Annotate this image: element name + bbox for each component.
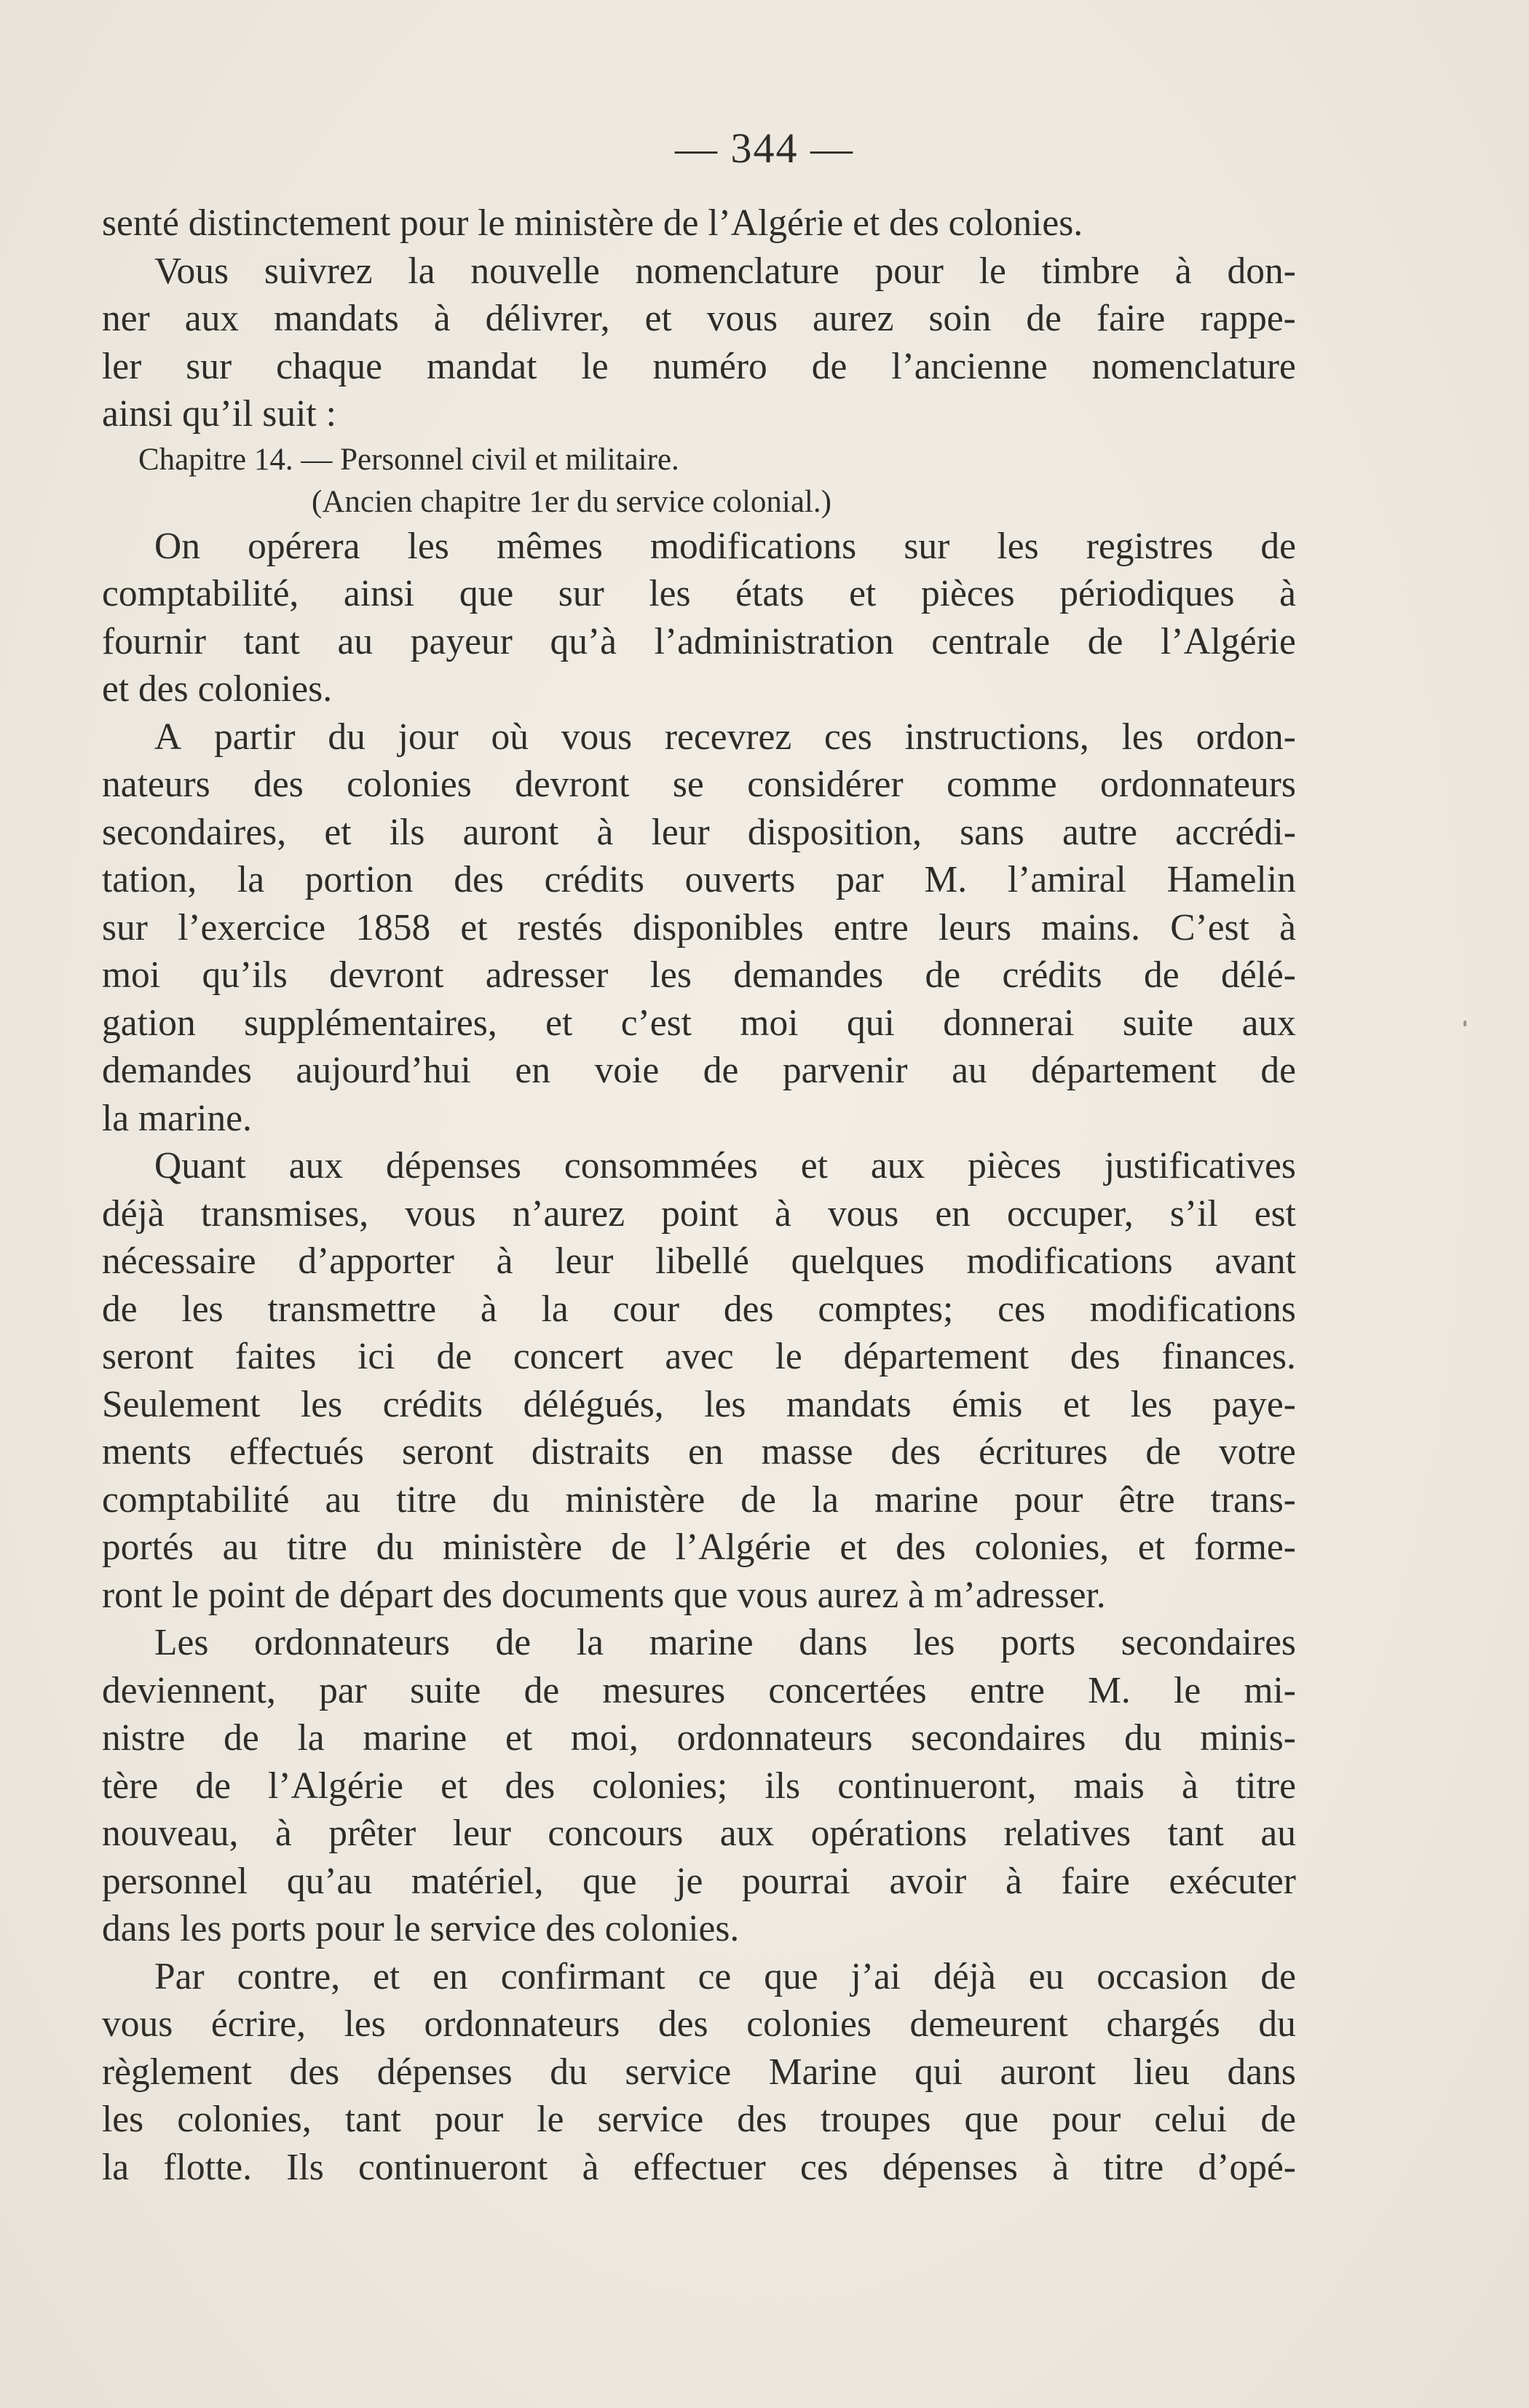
text-line: ner aux mandats à délivrer, et vous aurez soin de faire rappe- bbox=[102, 298, 1296, 339]
text-line: ront le point de départ des documents que vous aurez à m’adresser. bbox=[102, 1574, 1106, 1616]
text-line: Chapitre 14. — Personnel civil et militaire. bbox=[138, 442, 679, 477]
text-line: demandes aujourd’hui en voie de parvenir au département de bbox=[102, 1050, 1296, 1091]
text-line: la marine. bbox=[102, 1097, 252, 1139]
text-line: ments effectués seront distraits en masse des écritures de votre bbox=[102, 1431, 1296, 1473]
text-line: et des colonies. bbox=[102, 668, 333, 710]
text-line: secondaires, et ils auront à leur disposition, sans autre accrédi- bbox=[102, 811, 1296, 853]
text-line: nateurs des colonies devront se considérer comme ordonnateurs bbox=[102, 764, 1296, 805]
text-line: tation, la portion des crédits ouverts par M. l’amiral Hamelin bbox=[102, 859, 1296, 900]
text-line: la flotte. Ils continueront à effectuer ces dépenses à titre d’opé- bbox=[102, 2146, 1296, 2188]
text-line: A partir du jour où vous recevrez ces instructions, les ordon- bbox=[154, 716, 1296, 758]
text-line: ler sur chaque mandat le numéro de l’ancienne nomenclature bbox=[102, 345, 1296, 387]
text-line: Quant aux dépenses consommées et aux pièces justificatives bbox=[154, 1145, 1296, 1187]
text-line: Vous suivrez la nouvelle nomenclature pour le timbre à don- bbox=[154, 250, 1296, 292]
text-line: les colonies, tant pour le service des troupes que pour celui de bbox=[102, 2099, 1296, 2140]
text-line: nécessaire d’apporter à leur libellé quelques modifications avant bbox=[102, 1240, 1296, 1282]
text-line: ainsi qu’il suit : bbox=[102, 393, 336, 435]
text-line: tère de l’Algérie et des colonies; ils continueront, mais à titre bbox=[102, 1765, 1296, 1807]
text-line: Par contre, et en confirmant ce que j’ai déjà eu occasion de bbox=[154, 1955, 1296, 1997]
text-line: seront faites ici de concert avec le département des finances. bbox=[102, 1336, 1296, 1377]
text-line: On opérera les mêmes modifications sur les registres de bbox=[154, 525, 1296, 567]
text-line: personnel qu’au matériel, que je pourrai avoir à faire exécuter bbox=[102, 1860, 1296, 1902]
text-line: deviennent, par suite de mesures concertées entre M. le mi- bbox=[102, 1669, 1296, 1711]
text-line: sur l’exercice 1858 et restés disponibles entre leurs mains. C’est à bbox=[102, 906, 1296, 948]
text-line: nouveau, à prêter leur concours aux opérations relatives tant au bbox=[102, 1813, 1296, 1854]
text-line: dans les ports pour le service des colonies. bbox=[102, 1908, 740, 1949]
text-line: (Ancien chapitre 1er du service colonial.) bbox=[312, 484, 831, 519]
text-line: comptabilité, ainsi que sur les états et pièces périodiques à bbox=[102, 573, 1296, 614]
text-line: de les transmettre à la cour des comptes; ces modifications bbox=[102, 1288, 1296, 1330]
text-line: règlement des dépenses du service Marine qui auront lieu dans bbox=[102, 2051, 1296, 2093]
text-line: moi qu’ils devront adresser les demandes de crédits de délé- bbox=[102, 954, 1296, 996]
text-line: déjà transmises, vous n’aurez point à vous en occuper, s’il est bbox=[102, 1192, 1296, 1235]
text-line: Seulement les crédits délégués, les mandats émis et les paye- bbox=[102, 1383, 1296, 1425]
text-line: nistre de la marine et moi, ordonnateurs secondaires du minis- bbox=[102, 1717, 1296, 1759]
body-text bbox=[102, 199, 1296, 2191]
text-line: portés au titre du ministère de l’Algérie et des colonies, et forme- bbox=[102, 1526, 1296, 1568]
text-line: vous écrire, les ordonnateurs des colonies demeurent chargés du bbox=[102, 2003, 1296, 2045]
text-line: Les ordonnateurs de la marine dans les ports secondaires bbox=[154, 1622, 1296, 1663]
text-line: fournir tant au payeur qu’à l’administration centrale de l’Algérie bbox=[102, 620, 1296, 662]
page-number: — 344 — bbox=[675, 124, 854, 172]
text-line: gation supplémentaires, et c’est moi qui donnerai suite aux bbox=[102, 1002, 1296, 1044]
text-line: senté distinctement pour le ministère de l’Algérie et des colonies. bbox=[102, 202, 1083, 244]
text-line: comptabilité au titre du ministère de la marine pour être trans- bbox=[102, 1478, 1296, 1521]
paper-speck bbox=[1463, 1021, 1466, 1026]
